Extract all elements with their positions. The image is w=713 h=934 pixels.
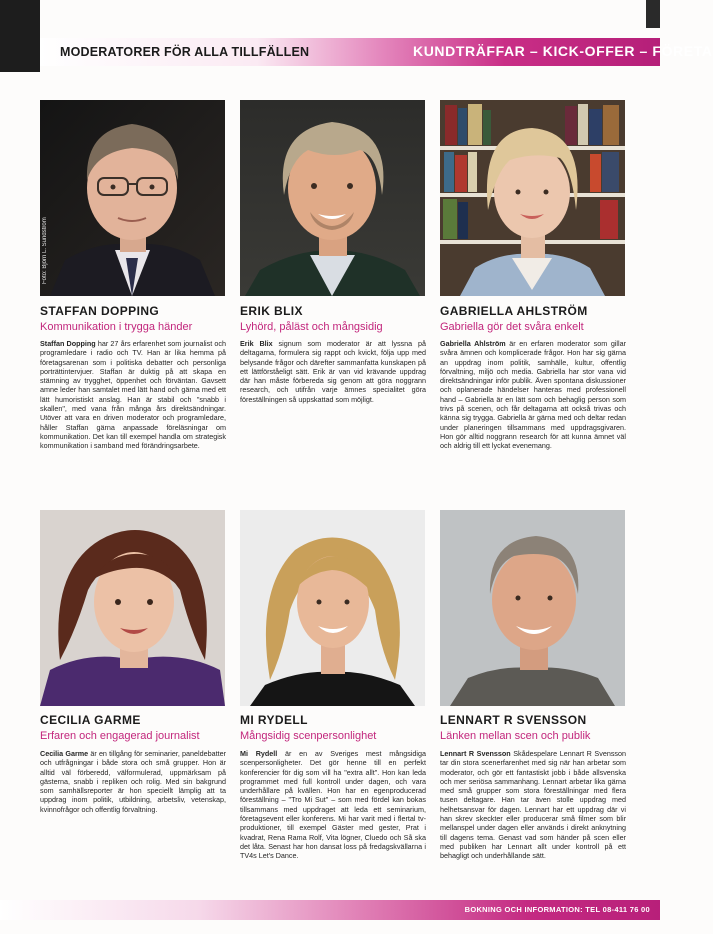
- person-bio: [440, 339, 626, 451]
- portrait-photo-mi-rydell: [240, 510, 425, 706]
- header-band: [40, 38, 713, 66]
- person-tagline: Länken mellan scen och publik: [440, 730, 591, 742]
- bio-lead-name: Cecilia Garme: [40, 749, 89, 758]
- bio-lead-name: Staffan Dopping: [40, 339, 96, 348]
- person-bio: [240, 339, 426, 404]
- person-tagline: Erfaren och engagerad journalist: [40, 730, 200, 742]
- person-bio: [440, 749, 626, 861]
- portrait-photo-erik-blix: [240, 100, 425, 296]
- person-bio: [240, 749, 426, 861]
- footer-band: [0, 900, 660, 920]
- bio-text: signum som moderator är att lyssna på deltagarna, formulera sig rappt och kvickt, följa upp med belysande frågor och därefter sammanfatta kunskapen på ett lättförståeligt sätt. Erik är van vid krävande uppdrag där han måste förbereda sig genom att göra noggrann research, och utifrån varje ämnes specialitet göra föreställningen så uppskattad som möjligt.: [240, 339, 426, 404]
- person-bio: [40, 749, 226, 814]
- person-name: CECILIA GARME: [40, 713, 141, 727]
- bio-lead-name: Lennart R Svensson: [440, 749, 511, 758]
- header-right-title: KUNDTRÄFFAR – KICK-OFFER – FÖRETA: [413, 43, 713, 59]
- person-tagline: Mångsidig scenpersonlighet: [240, 730, 377, 742]
- person-name: MI RYDELL: [240, 713, 308, 727]
- bio-lead-name: Mi Rydell: [240, 749, 278, 758]
- bio-text: är en tillgång för seminarier, paneldebatter och utfrågningar i både stora och små grupper. Hon är alltid väl förberedd, välformulerad, uppmärksam på gästerna, snabb i repliken och rolig. Med sin bakgrund som samhällsreporter är hon speciellt lämplig att ta uppdrag inom politik, utbildning, arbetsliv, vetenskap, kvinnofrågor och offentlig förvaltning.: [40, 749, 226, 814]
- bio-text: är en erfaren moderator som gillar svåra ämnen och komplicerade frågor. Hon har sig gärna an uppdrag inom politik, samhälle, kultur, offentlig förvaltning, miljö och media. Gabriella har stor vana vid direktsändningar inför publik. Även spontana diskussioner och oplanerade händelser hanteras med professionell hand – Gabriella är en lätt som och behaglig person som trivs på scenen, och får deltagarna att också trivas och känna sig trygga. Gabriella är gärna med och deltar redan under planeringen tillsammans med uppdragsgivaren. Hon gör alltid noggrann research för att kunna ämnet väl och aldrig till ett lyckat evenemang.: [440, 339, 626, 451]
- person-bio: [40, 339, 226, 451]
- bio-text: har 27 års erfarenhet som journalist och programledare i radio och TV. Han är lika hemma på företagsarenan som i politiska debatter och personliga porträttintervjuer. Staffan är duktig på att skapa en stämning av trygghet, öppenhet och förväntan. Gavsett amne leder han samtalet med lätt hand och gärna med ett lätt humoristiskt anslag. Han är stabil och "snabb i skallen", med vana från många års direktsändningar. Utöver att vara en driven moderator och programledare, håller Staffan gärna anpassade föreläsningar om kommunikation. Det kan till exempel handla om strategisk kommunikation i samband med förändringsarbete.: [40, 339, 227, 451]
- person-tagline: Lyhörd, påläst och mångsidig: [240, 321, 383, 333]
- footer-contact-text: BOKNING OCH INFORMATION: TEL 08-411 76 00: [464, 905, 650, 914]
- person-tagline: Gabriella gör det svåra enkelt: [440, 321, 584, 333]
- person-name: STAFFAN DOPPING: [40, 304, 160, 318]
- page-edge-dark-right: [646, 0, 660, 28]
- bio-text: är en av Sveriges mest mångsidiga scenpersonligheter. Det gör henne till en perfekt konferencier för dig som vill ha "extra allt". Hon kan leda programmet med full kontroll under dagen, och vara underhållare på kvällen. Hon har en egenproducerad föreställning – "Tro Mi Sut" – som med fördel kan bokas tillsammans med uppdraget att leda ett seminarium, företagsevent eller konferens. Mi har varit med i flertal tv-produktioner, till exempel Gäster med gester, Prat i kvadrat, Rena Rama Rolf, Vita lögner, Cluedo och Så ska det låta. Senast har hon dansat loss på fredagskvällarna i TV4s Let's Dance.: [240, 749, 426, 861]
- bio-lead-name: Gabriella Ahlström: [440, 339, 506, 348]
- portrait-photo-cecilia-garme: [40, 510, 225, 706]
- page-edge-dark: [0, 0, 40, 72]
- person-name: LENNART R SVENSSON: [440, 713, 587, 727]
- person-name: GABRIELLA AHLSTRÖM: [440, 304, 588, 318]
- portrait-photo-lennart-r-svensson: [440, 510, 625, 706]
- person-tagline: Kommunikation i trygga händer: [40, 321, 193, 333]
- portrait-photo-staffan-dopping: [40, 100, 225, 296]
- person-name: ERIK BLIX: [240, 304, 303, 318]
- bio-text: Skådespelare Lennart R Svensson tar din stora scenerfarenhet med sig när han arbetar som moderator, och gör ett fantastiskt jobb i både allsvenska och mer seriösa sammanhang. Lennart arbetar lika gärna med små grupper som stora föreställningar med flera tusen deltagare. Han tar även stolle uppdrag med helhetsansvar för dagen. Lennart har ett uppdrag där vi han skrev skeckter eller producerar små filmer som blir mellanspel under dagen eller används i direkt anknytning till dagens tema. Genast vad som händer på scen eller med publiken har Lennart allt under kontroll på ett behagligt och underhållande sätt.: [440, 749, 626, 861]
- portrait-photo-gabriella-ahlstrom: [440, 100, 625, 296]
- header-left-title: MODERATORER FÖR ALLA TILLFÄLLEN: [60, 45, 310, 59]
- photo-credit: Foto: Björn L. Sundström: [42, 217, 48, 284]
- bio-lead-name: Erik Blix: [240, 339, 273, 348]
